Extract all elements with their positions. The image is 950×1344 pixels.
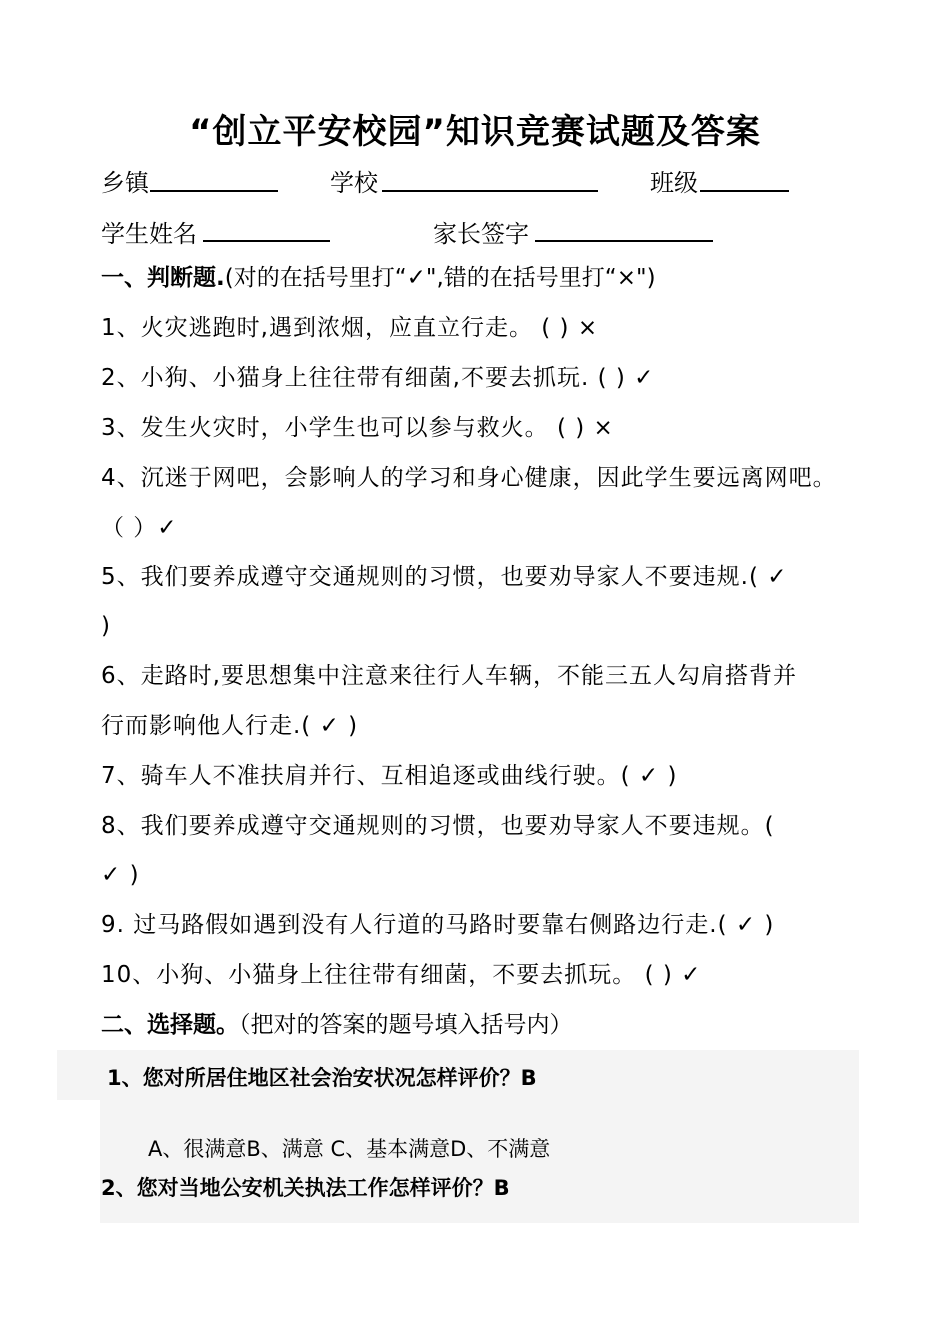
class-blank[interactable]: [700, 190, 789, 192]
tf-question-4: 4、沉迷于网吧，会影响人的学习和身心健康，因此学生要远离网吧。: [101, 465, 837, 491]
tf-question-6: 6、走路时,要思想集中注意来往行人车辆，不能三五人勾肩搭背并: [101, 663, 797, 689]
section2-heading-line: [101, 1010, 891, 1040]
tf-question-8: 8、我们要养成遵守交通规则的习惯，也要劝导家人不要违规。(: [101, 813, 775, 839]
tf-question-2: 2、小狗、小猫身上往往带有细菌,不要去抓玩. ( ) ✓: [101, 365, 655, 391]
tf-question-4-answer: （ ）✓: [101, 515, 178, 541]
section1-heading: 一、判断题.: [101, 265, 225, 291]
tf-question-1: 1、火灾逃跑时,遇到浓烟，应直立行走。 ( ) ×: [101, 315, 599, 341]
class-label: 班级: [650, 169, 698, 197]
choice-question-2: 2、您对当地公安机关执法工作怎样评价？B: [101, 1176, 510, 1200]
school-label: 学校: [330, 169, 378, 197]
section1-instruction: (对的在括号里打“✓",错的在括号里打“×"): [224, 265, 656, 291]
student-name-blank[interactable]: [203, 240, 330, 242]
tf-question-5: 5、我们要养成遵守交通规则的习惯，也要劝导家人不要违规.( ✓: [101, 564, 788, 590]
student-name-label: 学生姓名: [101, 220, 197, 248]
tf-question-9: 9. 过马路假如遇到没有人行道的马路时要靠右侧路边行走.( ✓ ): [101, 912, 775, 938]
parent-signature-label: 家长签字: [433, 220, 529, 248]
tf-question-6-cont: 行而影响他人行走.( ✓ ): [101, 713, 359, 739]
township-blank[interactable]: [150, 190, 278, 192]
tf-question-10: 10、小狗、小猫身上往往带有细菌，不要去抓玩。 ( ) ✓: [101, 962, 702, 988]
section2-instruction: （把对的答案的题号填入括号内）: [239, 1012, 573, 1038]
tf-question-7: 7、骑车人不准扶肩并行、互相追逐或曲线行驶。( ✓ ): [101, 763, 678, 789]
choice-question-1: 1、您对所居住地区社会治安状况怎样评价？B: [107, 1066, 537, 1090]
tf-question-8-cont: ✓ ): [101, 862, 140, 888]
parent-signature-blank[interactable]: [535, 240, 713, 242]
section1-heading-line: [101, 263, 891, 293]
tf-question-3: 3、发生火灾时，小学生也可以参与救火。 ( ) ×: [101, 415, 614, 441]
school-blank[interactable]: [382, 190, 598, 192]
choice-question-1-options: A、很满意B、满意 C、基本满意D、不满意: [148, 1137, 551, 1161]
section2-heading: 二、选择题。: [101, 1012, 239, 1038]
tf-question-5-cont: ): [101, 613, 111, 639]
township-label: 乡镇: [101, 169, 149, 197]
page-title: “创立平安校园”知识竞赛试题及答案: [189, 112, 761, 152]
